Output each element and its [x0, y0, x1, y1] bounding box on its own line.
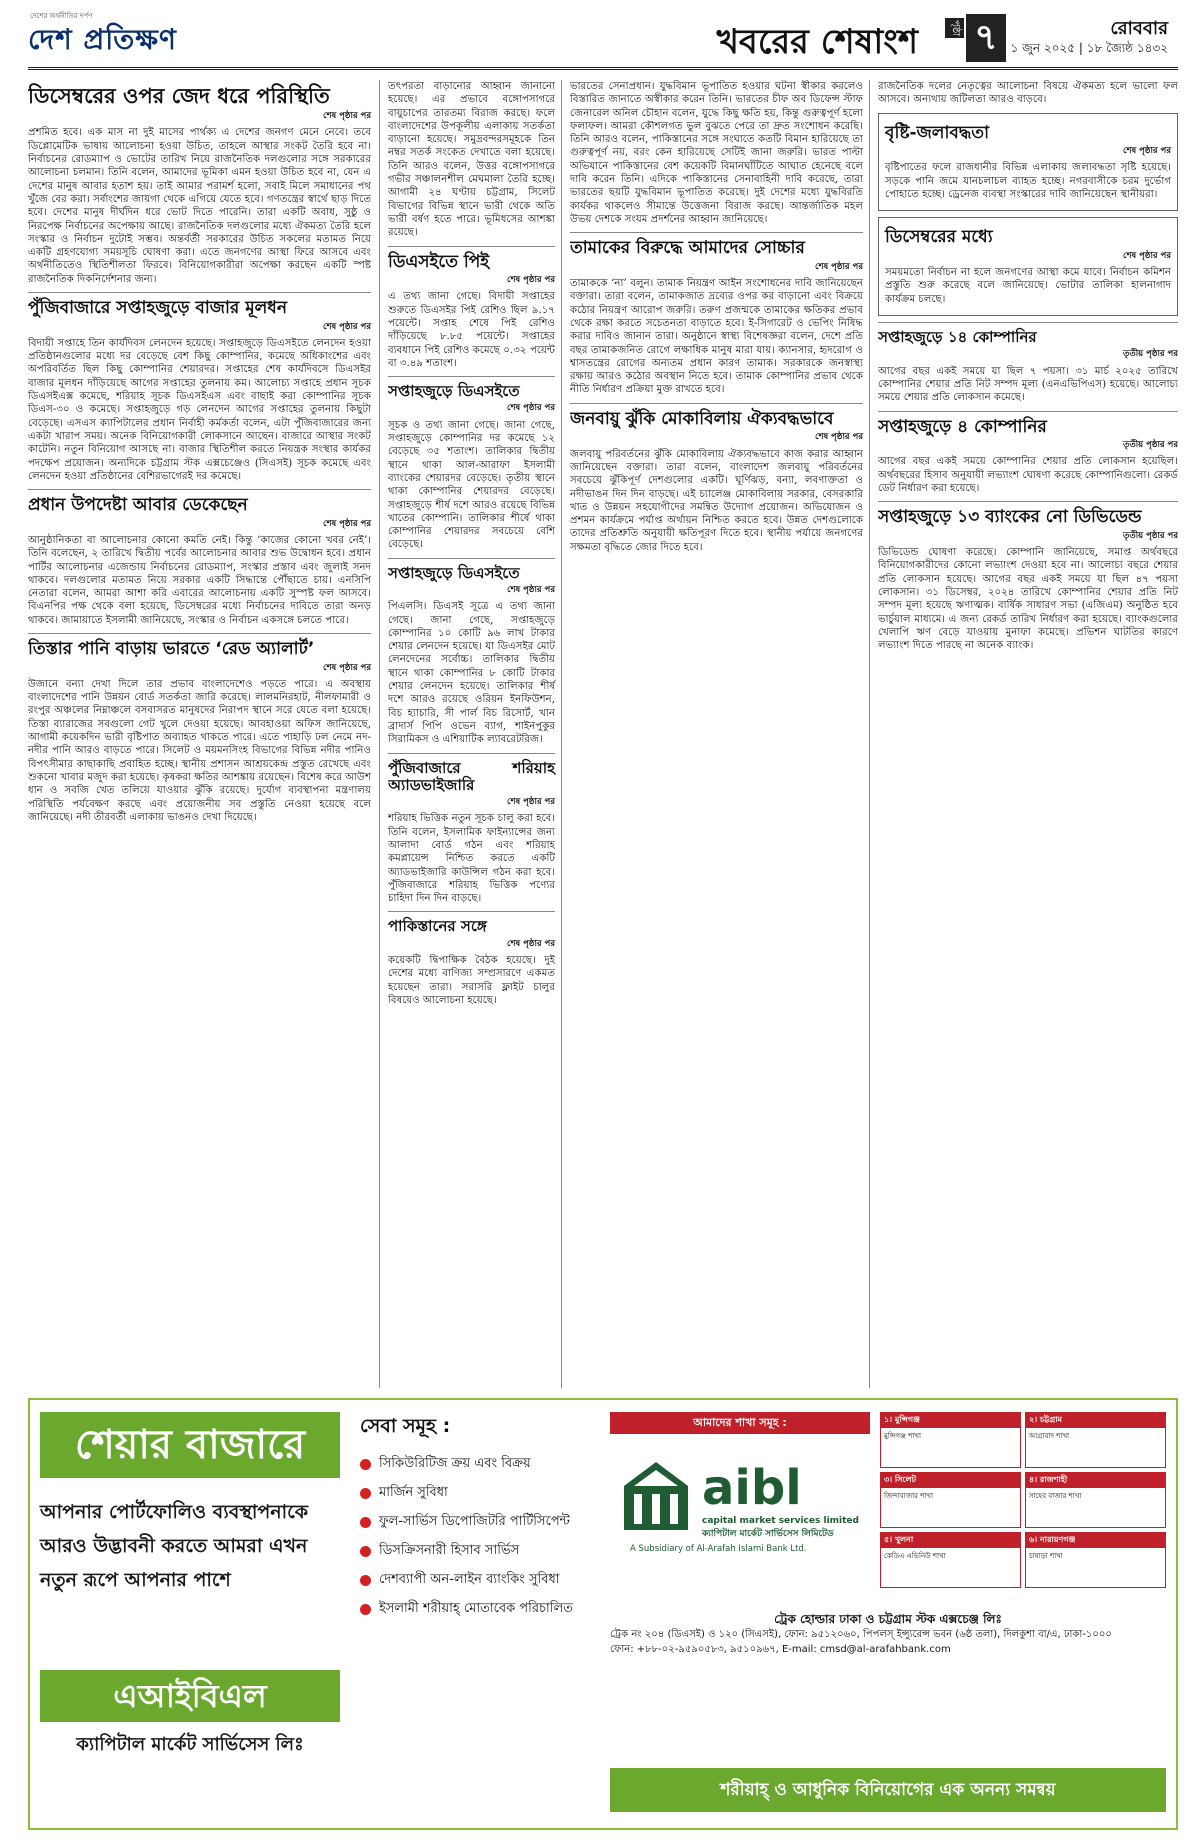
divider — [388, 246, 555, 247]
service-item — [360, 1541, 600, 1562]
bullet-icon — [360, 1604, 371, 1615]
divider — [878, 411, 1178, 412]
article-continuation: শেষ পৃষ্ঠার পর — [507, 584, 555, 595]
article-body: ভারতের সেনাপ্রধান। যুদ্ধবিমান ভূপাতিত হওয়ার ঘটনা স্বীকার করলেও বিস্তারিত জানাতে অস্বীকার করেন তিনি। ভারতের চীফ অব ডিফেন্স স্টাফ জেনারেল অনিল চৌহান বলেন, যুদ্ধে কিছু ক্ষতি হয়, কিন্তু গুরুত্বপূর্ণ হলো ফলাফল। আমরা কৌশলগত ভুল বুঝতে পেরে তা দ্রুত সংশোধন করেছি। তিনি আরও বলেন, পাকিস্তানের সঙ্গে সংঘাতে কতটি বিমান হারিয়েছে তা গুরুত্বপূর্ণ নয়, বরং কেন হারিয়েছে সেটিই জানা জরুরি। ভারত পাল্টা অভিযানে পাকিস্তানের বেশ কয়েকটি বিমানঘাঁটিতে আঘাত হেনেছে বলে দাবি করেন তিনি। এদিকে পাকিস্তানের সেনাবাহিনী দাবি করেছে, তারা ভারতের ছয়টি যুদ্ধবিমান ভূপাতিত করেছে। দুই দেশের মধ্যে যুদ্ধবিরতি কার্যকর থাকলেও সীমান্তে উত্তেজনা বিরাজ করছে। আন্তর্জাতিক মহল উভয় দেশকে সংযম প্রদর্শনের আহ্বান জানিয়েছে। — [570, 81, 863, 225]
divider — [878, 322, 1178, 323]
page-label: পৃষ্ঠা — [945, 18, 964, 38]
article-continuation: তৃতীয় পৃষ্ঠার পর — [1122, 440, 1178, 451]
article-body: এ তথ্য জানা গেছে। বিদায়ী সপ্তাহের শুরুতে ডিএসইর পিই রেশিও ছিল ৯.১৭ পয়েন্টে। সপ্তাহ শেষে পিই রেশিও দাঁড়িয়েছে ৮.৮৫ পয়েন্টে। সপ্তাহের ব্যবধানে পিই রেশিও কমেছে ০.৩২ পয়েন্ট বা ৩.৪৯ শতাংশ। — [388, 291, 555, 369]
article-continuation: শেষ পৃষ্ঠার পর — [507, 275, 555, 286]
branch-card — [1025, 1472, 1166, 1528]
aibl-advertisement[interactable] — [28, 1398, 1178, 1830]
service-item — [360, 1599, 600, 1620]
aibl-parent: A Subsidiary of Al-Arafah Islami Bank Ltd. — [630, 1544, 807, 1554]
divider — [388, 558, 555, 559]
ad-right-panel — [610, 1412, 1166, 1816]
article-headline[interactable]: ডিসেম্বরের ওপর জেদ ধরে পরিস্থিতি — [28, 84, 330, 108]
article-body: ডিভিডেন্ড ঘোষণা করেছে। কোম্পানি জানিয়েছে, সমাপ্ত অর্থবছরে বিনিয়োগকারীদের কোনো লভ্যাংশ দেওয়া হবে না। আলোচ্য বছরে শেয়ার প্রতি লোকসান হয়েছে। আগের বছর একই সময়ে যা ছিল ৪৭ পয়সা লোকসান। ৩১ ডিসেম্বর, ২০২৪ তারিখে কোম্পানির শেয়ার প্রতি নিট সম্পদ মূল্য হয়েছে ঋণাত্মক। বার্ষিক সাধারণ সভা (এজিএম) অনুষ্ঠিত হবে ভার্চুয়াল মাধ্যমে। এ জন্য রেকর্ড তারিখ নির্ধারণ করা হয়েছে। ব্যাংকগুলোর খেলাপি ঋণ বেড়ে যাওয়ায় মুনাফা কমেছে। প্রভিশন ঘাটতির কারণে লভ্যাংশ দিতে পারছে না অনেক ব্যাংক। — [878, 547, 1178, 652]
article-body: তৎপরতা বাড়ানোর আহ্বান জানানো হয়েছে। এর প্রভাবে বঙ্গোপসাগরে বায়ুচাপের তারতম্য বিরাজ করছে। ফলে বাংলাদেশের উপকূলীয় এলাকায় সতর্কতা বাড়ানো হয়েছে। সমুদ্রবন্দরসমূহকে তিন নম্বর সতর্ক সংকেত দেখাতে বলা হয়েছে। তিনি আরও বলেন, উত্তর বঙ্গোপসাগরে গভীর সঞ্চালনশীল মেঘমালা তৈরি হচ্ছে। আগামী ২৪ ঘণ্টায় চট্টগ্রাম, সিলেট বিভাগের বিভিন্ন স্থানে ভারী থেকে অতি ভারী বর্ষণ হতে পারে। ভূমিধসের আশঙ্কা রয়েছে। — [388, 81, 555, 239]
article-continuation: শেষ পৃষ্ঠার পর — [323, 662, 371, 673]
service-label: ফুল-সার্ভিস ডিপোজিটরি পার্টিসিপেন্ট — [379, 1514, 570, 1529]
divider — [28, 489, 371, 490]
column-3 — [570, 80, 870, 1388]
bullet-icon — [360, 1488, 371, 1499]
article-continuation: তৃতীয় পৃষ্ঠার পর — [1122, 349, 1178, 360]
article-continuation: শেষ পৃষ্ঠার পর — [507, 938, 555, 949]
contact-line[interactable]: ফোন: +৮৮-০২-৯৫৯০৫৮৩, ৯৫১০৯৬৭, E-mail: cmsd@al-arafahbank.com — [610, 1644, 951, 1655]
article-continuation: শেষ পৃষ্ঠার পর — [507, 403, 555, 414]
article-body: বিদায়ী সপ্তাহে তিন কার্যদিবস লেনদেন হয়েছে। সপ্তাহজুড়ে ডিএসইতে লেনদেন হওয়া প্রতিষ্ঠানগুলোর মধ্যে দর বেড়েছে বেশ কিছু কোম্পানির, কমেছে অধিকাংশের এবং অপরিবর্তিত ছিল কিছু কোম্পানির শেয়ারদর। সপ্তাহের শেষ কার্যদিবসে ডিএসইর বাজার মূলধন দাঁড়িয়েছে আগের সপ্তাহের তুলনায় কম। আলোচ্য সপ্তাহে প্রধান সূচক ডিএসইএক্স কমেছে, শরিয়াহ সূচক ডিএসইএস এবং বাছাই করা কোম্পানির সূচক ডিএস-৩০ ও কমেছে। সপ্তাহজুড়ে গড় লেনদেন আগের সপ্তাহের তুলনায় কিছুটা বেড়েছে। এসএস ক্যাপিটালের প্রধান নির্বাহী কর্মকর্তা বলেন, এটা পুঁজিবাজারের জন্য একটা খারাপ সময়। অনেক বিনিয়োগকারী লোকসানে আছেন। বাজারে আস্থার সংকট কাটেনি। নতুন বিনিয়োগ আসছে না। বাজার স্থিতিশীল করতে নিয়ন্ত্রক সংস্থার কার্যকর পদক্ষেপ প্রয়োজন। অন্যদিকে চট্টগ্রাম স্টক এক্সচেঞ্জেও (সিএসই) সূচক কমেছে এবং লেনদেন হওয়া প্রতিষ্ঠানের বেশিরভাগেরই দর কমেছে। — [28, 337, 371, 482]
bullet-icon — [360, 1517, 371, 1528]
branches-heading: আমাদের শাখা সমূহ : — [610, 1412, 870, 1434]
branch-address: সাহেব বাজার শাখা — [1029, 1492, 1082, 1500]
bullet-icon — [360, 1575, 371, 1586]
article-body: প্রশমিত হবে। এক মাস না দুই মাসের পার্থক্য এ দেশের জনগণ মেনে নেবে। তবে ডিপ্লোমেটিক ভাষায় আলোচনা হওয়া উচিত, তাহলে আস্থার সংকট তৈরি হবে না। নির্বাচনের রোডম্যাপ ও ভোটের তারিখ নিয়ে রাজনৈতিক দলগুলোর সঙ্গে সরকারের আলোচনা চলমান। তিনি বলেন, আমাদের ভূমিকা এমন হওয়া উচিত হবে না, যেন এ দেশের মানুষ আবার হতাশ হয়। তাই আমার পরামর্শ হলো, সবাই মিলে সমাধানের পথ খুঁজে বের করা। সর্বাংশের জায়গা থেকে এগিয়ে যেতে হবে। গণতন্ত্রের স্বার্থে ছাড় দিতে হবে। দেশের মানুষ দীর্ঘদিন ধরে ভোট দিতে পারেনি। তারা একটি অবাধ, সুষ্ঠু ও নিরপেক্ষ নির্বাচনের অপেক্ষায় আছে। রাজনৈতিক দলগুলোর মধ্যে ঐকমত্য তৈরি হলে সংস্কার ও নির্বাচন দুটোই সম্ভব। অন্তর্বর্তী সরকারের উচিত সকলের মতামত নিয়ে একটি গ্রহণযোগ্য সময়সূচি ঘোষণা করা। এতে জনগণের আস্থা ফিরে আসবে এবং অর্থনীতিতেও স্থিতিশীলতা ফিরবে। বিনিয়োগকারীরা অপেক্ষা করছেন একটি স্পষ্ট রাজনৈতিক দিকনির্দেশনার জন্য। — [28, 127, 371, 285]
branch-card — [1025, 1532, 1166, 1588]
service-item — [360, 1570, 600, 1591]
column-4 — [878, 80, 1178, 1388]
branch-address: আগ্রাবাদ শাখা — [1029, 1432, 1070, 1440]
branch-name: ৫। খুলনা — [881, 1533, 1020, 1548]
divider — [388, 376, 555, 377]
column-1 — [28, 80, 380, 1388]
article-body: তামাককে ‘না’ বলুন। তামাক নিয়ন্ত্রণ আইন সংশোধনের দাবি জানিয়েছেন বক্তারা। তারা বলেন, তামাকজাত দ্রব্যের ওপর কর বাড়ানো এবং বিক্রয়ে কঠোর নিয়ন্ত্রণ আরোপ জরুরি। তরুণ প্রজন্মকে তামাকের ক্ষতিকর প্রভাব থেকে রক্ষা করতে সচেতনতা বাড়াতে হবে। ই-সিগারেট ও ভেপিং নিষিদ্ধ করার দাবিও জানান তারা। অনুষ্ঠানে স্বাস্থ্য বিশেষজ্ঞরা বলেন, দেশে প্রতি বছর তামাকজনিত রোগে লক্ষাধিক মানুষ মারা যায়। ক্যানসার, হৃদরোগ ও শ্বাসতন্ত্রের রোগের অন্যতম প্রধান কারণ তামাক। সরকারকে জনস্বাস্থ্য রক্ষায় আরও কঠোর অবস্থান নিতে হবে। তামাক কোম্পানির প্রভাব থেকে নীতি নির্ধারণ প্রক্রিয়া মুক্ত রাখতে হবে। — [570, 278, 863, 396]
divider — [388, 911, 555, 912]
branch-name: ৬। নারায়ণগঞ্জ — [1026, 1533, 1165, 1548]
ad-title: শেয়ার বাজারে — [40, 1412, 340, 1478]
service-label: মার্জিন সুবিধা — [379, 1485, 448, 1500]
ad-tagline: আপনার পোর্টফোলিও ব্যবস্থাপনাকে — [40, 1501, 309, 1523]
branch-address: মুন্সিগঞ্জ শাখা — [884, 1432, 921, 1440]
article-continuation: শেষ পৃষ্ঠার পর — [1123, 250, 1171, 261]
article-body: পিএলসি। ডিএসই সূত্রে এ তথ্য জানা গেছে। জানা গেছে, সপ্তাহজুড়ে কোম্পানির ১০ কোটি ৯৬ লাখ টাকার শেয়ার লেনদেন হয়েছে। যা ডিএসইর মোট লেনদেনের সর্বোচ্চ। তালিকার দ্বিতীয় স্থানে থাকা কোম্পানির ৮ কোটি টাকার শেয়ার লেনদেন হয়েছে। তালিকার শীর্ষ দশে আরও রয়েছে ওরিয়ন ইনফিউশন, বিচ হ্যাচারি, সী পার্ল বিচ রিসোর্ট, খান ব্রাদার্স পিপি ওভেন ব্যাগ, শাইনপুকুর সিরামিকস ও এশিয়াটিক ল্যাবরেটরিজ। — [388, 601, 555, 746]
bullet-icon — [360, 1546, 371, 1557]
ad-tagline: নতুন রূপে আপনার পাশে — [40, 1569, 231, 1591]
branch-address: কেডিএ এভিনিউ শাখা — [884, 1552, 946, 1560]
branch-address: জিন্দাবাজার শাখা — [884, 1492, 934, 1500]
column-2 — [388, 80, 562, 1388]
masthead — [28, 8, 1178, 70]
article-headline[interactable]: প্রধান উপদেষ্টা আবার ডেকেছেন — [28, 495, 248, 516]
article-headline[interactable]: তামাকের বিরুদ্ধে আমাদের সোচ্চার — [570, 238, 805, 259]
address-line: ট্রেক নং ২০৪ (ডিএসই) ও ১২০ (সিএসই), ফোন: ৯৫১২০৬০, পিপলস্ ইন্স্যুরেন্স ভবন (৬ষ্ঠ তলা), দিলকুশা বা/এ, ঢাকা-১০০০ — [610, 1629, 1112, 1640]
branch-grid — [880, 1412, 1166, 1588]
service-label: সিকিউরিটিজ ক্রয় এবং বিক্রয় — [379, 1456, 531, 1471]
divider — [570, 232, 863, 233]
bullet-icon — [360, 1459, 371, 1470]
article-headline[interactable]: বৃষ্টি-জলাবদ্ধতা — [885, 122, 989, 143]
branch-card — [880, 1532, 1021, 1588]
branch-card — [1025, 1412, 1166, 1468]
aibl-wordmark: aibl — [702, 1460, 802, 1516]
service-label: দেশব্যাপী অন-লাইন ব্যাংকিং সুবিধা — [379, 1572, 560, 1587]
section-title: খবরের শেষাংশ — [716, 22, 918, 62]
article-body: রাজনৈতিক দলের নেতৃত্বের আলোচনা বিষয়ে ঐকমত্য হলে ভালো ফল আসবে। অন্যথায় জটিলতা আরও বাড়বে। — [878, 81, 1178, 106]
branch-card — [880, 1412, 1021, 1468]
article-continuation: শেষ পৃষ্ঠার পর — [323, 321, 371, 332]
divider — [28, 292, 371, 293]
article-headline[interactable]: পুঁজিবাজারে শরিয়াহ অ্যাডভাইজারি — [388, 758, 555, 794]
article-body: বৃষ্টিপাতের ফলে রাজধানীর বিভিন্ন এলাকায় জলাবদ্ধতা সৃষ্টি হয়েছে। সড়কে পানি জমে যানচলাচল ব্যাহত হচ্ছে। নগরবাসীকে চরম দুর্ভোগ পোহাতে হচ্ছে। ড্রেনেজ ব্যবস্থা সংস্কারের দাবি জানিয়েছেন স্থানীয়রা। — [885, 162, 1171, 201]
article-headline[interactable]: সপ্তাহজুড়ে ডিএসইতে — [388, 382, 520, 401]
aibl-subtitle-bn: ক্যাপিটাল মার্কেট সার্ভিসেস লিমিটেড — [702, 1529, 834, 1539]
branch-name: ৩। সিলেট — [881, 1473, 1020, 1488]
newspaper-logo[interactable]: দেশ প্রতিক্ষণ — [28, 23, 177, 56]
ad-footer-slogan: শরীয়াহ্ ও আধুনিক বিনিয়োগের এক অনন্য সমন্বয় — [610, 1768, 1166, 1812]
article-headline[interactable]: পাকিস্তানের সঙ্গে — [388, 917, 487, 936]
article-headline[interactable]: তিস্তার পানি বাড়ায় ভারতে ‘রেড অ্যালার্ট’ — [28, 639, 315, 660]
article-headline[interactable]: সপ্তাহজুড়ে ডিএসইতে — [388, 563, 520, 582]
article-headline[interactable]: ডিএসইতে পিই — [388, 251, 490, 272]
divider — [388, 753, 555, 754]
article-headline[interactable]: সপ্তাহজুড়ে ৪ কোম্পানির — [878, 416, 1047, 437]
services-heading: সেবা সমূহ : — [360, 1415, 451, 1437]
page-number: ৭ — [966, 14, 1006, 62]
ad-left-panel — [40, 1412, 350, 1816]
article-body: আনুষ্ঠানিকতা বা আলোচনার কোনো কমতি নেই। কিন্তু ‘কাজের কোনো খবর নেই’। তিনি বলেছেন, ২ তারিখে দ্বিতীয় পর্বের আলোচনার আবার শুভ উদ্বোধন হবে। প্রধান পার্টির আলোচনার এজেন্ডায় নির্বাচনের রোডম্যাপ, সংস্কার প্রস্তাব এবং জুলাই সনদ থাকবে। দলগুলোর মতামত নিয়ে সরকার একটি সিদ্ধান্তে পৌঁছাতে চায়। এনসিপি নেতারা বলেন, আমরা আশা করি এবারের আলোচনায় একটি সুস্পষ্ট ফল আসবে। বিএনপির পক্ষ থেকে বলা হয়েছে, ডিসেম্বরের মধ্যে নির্বাচনের দাবিতে তারা অনড় থাকবে। জামায়াতে ইসলামী জানিয়েছে, সংস্কার ও নির্বাচন একসঙ্গে চলতে পারে। — [28, 534, 371, 626]
issue-day: রোববার — [1110, 18, 1168, 39]
divider — [878, 501, 1178, 502]
boxed-article — [878, 217, 1178, 316]
article-body: শরিয়াহ ভিত্তিক নতুন সূচক চালু করা হবে। তিনি বলেন, ইসলামিক ফাইন্যান্সের জন্য আলাদা বোর্ড গঠন এবং শরিয়াহ কমপ্লায়েন্স নিশ্চিত করতে একটি অ্যাডভাইজারি কাউন্সিল গঠন করা হবে। পুঁজিবাজারে শরিয়াহ ভিত্তিক পণ্যের চাহিদা দিন দিন বাড়ছে। — [388, 813, 555, 905]
divider — [28, 633, 371, 634]
address-title: ট্রেক হোল্ডার ঢাকা ও চট্টগ্রাম স্টক এক্সচেঞ্জ লিঃ — [774, 1612, 1002, 1626]
article-body: সময়মতো নির্বাচন না হলে জনগণের আস্থা কমে যাবে। নির্বাচন কমিশন প্রস্তুতি শুরু করেছে বলে জানিয়েছে। ভোটার তালিকা হালনাগাদ কার্যক্রম চলছে। — [885, 267, 1171, 305]
service-label: ইসলামী শরীয়াহ্ মোতাবেক পরিচালিত — [379, 1601, 573, 1616]
article-continuation: শেষ পৃষ্ঠার পর — [507, 797, 555, 808]
aibl-subtitle — [702, 1516, 872, 1541]
branch-name: ২। চট্টগ্রাম — [1026, 1413, 1165, 1428]
aibl-subtitle-en: capital market services limited — [702, 1516, 859, 1526]
article-body: আগের বছর একই সময়ে যা ছিল ৭ পয়সা। ৩১ মার্চ ২০২৫ তারিখে কোম্পানির শেয়ার প্রতি নিট সম্পদ মূল্য (এনএভিপিএস) হয়েছে। আলোচ্য সময়ে শেয়ার প্রতি লোকসান কমেছে। — [878, 365, 1178, 404]
article-continuation: তৃতীয় পৃষ্ঠার পর — [1122, 530, 1178, 541]
article-continuation: শেষ পৃষ্ঠার পর — [815, 261, 863, 272]
article-headline[interactable]: ডিসেম্বরের মধ্যে — [885, 227, 993, 248]
divider — [570, 403, 863, 404]
branch-address: চাষাড়া শাখা — [1029, 1552, 1063, 1560]
ad-brand-subtitle: ক্যাপিটাল মার্কেট সার্ভিসেস লিঃ — [76, 1734, 304, 1755]
article-body: আগের বছর একই সময়ে কোম্পানির শেয়ার প্রতি লোকসান হয়েছিল। অর্থবছরের হিসাব অনুযায়ী লভ্যাংশ ঘোষণা করেছে কোম্পানিগুলো। রেকর্ড ডেট নির্ধারণ করা হয়েছে। — [878, 456, 1178, 494]
ad-tagline: আরও উদ্ভাবনী করতে আমরা এখন — [40, 1535, 308, 1557]
article-continuation: শেষ পৃষ্ঠার পর — [323, 518, 371, 529]
article-continuation: শেষ পৃষ্ঠার পর — [1123, 146, 1171, 157]
article-headline[interactable]: সপ্তাহজুড়ে ১৪ কোম্পানির — [878, 328, 1037, 347]
article-body: সূচক ও তথ্য জানা গেছে। জানা গেছে, সপ্তাহজুড়ে কোম্পানির দর কমেছে ১২ বেড়েছে ৩৫ শতাংশ। তালিকার দ্বিতীয় স্থানে থাকা আল-আরাফা ইসলামী ব্যাংকের শেয়ারদর বেড়েছে। তৃতীয় স্থানে থাকা কোম্পানির শেয়ারদর বেড়েছে। সপ্তাহজুড়ে শীর্ষ দশে আরও রয়েছে বিভিন্ন খাতের কোম্পানি। তালিকার শীর্ষে থাকা কোম্পানির শেয়ারদর সবচেয়ে বেশি বেড়েছে। — [388, 419, 555, 551]
article-continuation: শেষ পৃষ্ঠার পর — [323, 111, 371, 122]
article-headline[interactable]: পুঁজিবাজারে সপ্তাহজুড়ে বাজার মূলধন — [28, 298, 287, 318]
service-item — [360, 1512, 600, 1533]
branch-name: ১। মুন্সিগঞ্জ — [881, 1413, 1020, 1428]
article-headline[interactable]: সপ্তাহজুড়ে ১৩ ব্যাংকের নো ডিভিডেন্ড — [878, 507, 1142, 528]
issue-date: ১ জুন ২০২৫ | ১৮ জ্যৈষ্ঠ ১৪৩২ — [1010, 41, 1168, 55]
article-continuation: শেষ পৃষ্ঠার পর — [815, 432, 863, 443]
aibl-logo — [610, 1442, 870, 1562]
branch-card — [880, 1472, 1021, 1528]
boxed-article — [878, 113, 1178, 212]
logo-tagline: দেশের অর্থনীতির দর্পণ — [30, 12, 93, 20]
service-item — [360, 1483, 600, 1504]
ad-services-panel — [360, 1412, 600, 1816]
article-body: কয়েকটি দ্বিপাক্ষিক বৈঠক হয়েছে। দুই দেশের মধ্যে বাণিজ্য সম্প্রসারণে একমত হয়েছেন তারা। সরাসরি ফ্লাইট চালুর বিষয়েও আলোচনা হয়েছে। — [388, 954, 555, 1006]
aibl-logo-icon — [616, 1456, 696, 1536]
service-item — [360, 1454, 600, 1475]
service-label: ডিসক্রিসনারী হিসাব সার্ভিস — [379, 1543, 520, 1558]
ad-brand-name: এআইবিএল — [40, 1670, 340, 1722]
article-body: উজানে বন্যা দেখা দিলে তার প্রভাব বাংলাদেশেও পড়তে পারে। এ অবস্থায় বাংলাদেশের পানি উন্নয়ন বোর্ড সতর্কতা জারি করেছে। লালমনিরহাট, নীলফামারী ও রংপুর অঞ্চলের নিম্নাঞ্চলে বসবাসরত মানুষদের নিরাপদ স্থানে সরে যেতে বলা হয়েছে। তিস্তা ব্যারাজের সবগুলো গেট খুলে দেওয়া হয়েছে। আবহাওয়া অফিস জানিয়েছে, আগামী কয়েকদিন ভারী বৃষ্টিপাত অব্যাহত থাকতে পারে। এতে পাহাড়ি ঢল নেমে নদ-নদীর পানি আরও বাড়তে পারে। সিলেট ও ময়মনসিংহ বিভাগের বিভিন্ন নদীর পানিও বিপৎসীমার কাছাকাছি প্রবাহিত হচ্ছে। স্থানীয় প্রশাসন আশ্রয়কেন্দ্র প্রস্তুত রেখেছে এবং শুকনো খাবার মজুদ করা হয়েছে। কৃষকরা ক্ষতির আশঙ্কায় রয়েছেন। বিশেষ করে আউশ ধান ও সবজি খেত তলিয়ে যাওয়ার ঝুঁকি রয়েছে। দুর্যোগ ব্যবস্থাপনা মন্ত্রণালয় পরিস্থিতি পর্যবেক্ষণ করছে এবং প্রয়োজনীয় সব প্রস্তুতি নেওয়া হয়েছে বলে জানিয়েছে। নদী তীরবর্তী এলাকায় ভাঙনও দেখা দিয়েছে। — [28, 678, 371, 823]
branch-name: ৪। রাজশাহী — [1026, 1473, 1165, 1488]
ad-address-block — [610, 1612, 1166, 1657]
article-headline[interactable]: জনবায়ু ঝুঁকি মোকাবিলায় ঐক্যবদ্ধভাবে — [570, 408, 834, 429]
article-body: জলবায়ু পরিবর্তনের ঝুঁকি মোকাবিলায় ঐক্যবদ্ধভাবে কাজ করার আহ্বান জানিয়েছেন বক্তারা। তারা বলেন, বাংলাদেশ জলবায়ু পরিবর্তনের সবচেয়ে ঝুঁকিপূর্ণ দেশগুলোর একটি। ঘূর্ণিঝড়, বন্যা, লবণাক্ততা ও নদীভাঙন দিন দিন বাড়ছে। এই চ্যালেঞ্জ মোকাবিলায় সরকার, বেসরকারি খাত ও উন্নয়ন সহযোগীদের সমন্বিত উদ্যোগ প্রয়োজন। অভিযোজন ও প্রশমন কার্যক্রমে পর্যাপ্ত অর্থায়ন নিশ্চিত করতে হবে। উন্নত দেশগুলোকে তাদের প্রতিশ্রুতি অনুযায়ী ক্ষতিপূরণ দিতে হবে। স্থানীয় পর্যায়ে জনগণের সক্ষমতা বৃদ্ধিতে জোর দিতে হবে। — [570, 448, 863, 553]
